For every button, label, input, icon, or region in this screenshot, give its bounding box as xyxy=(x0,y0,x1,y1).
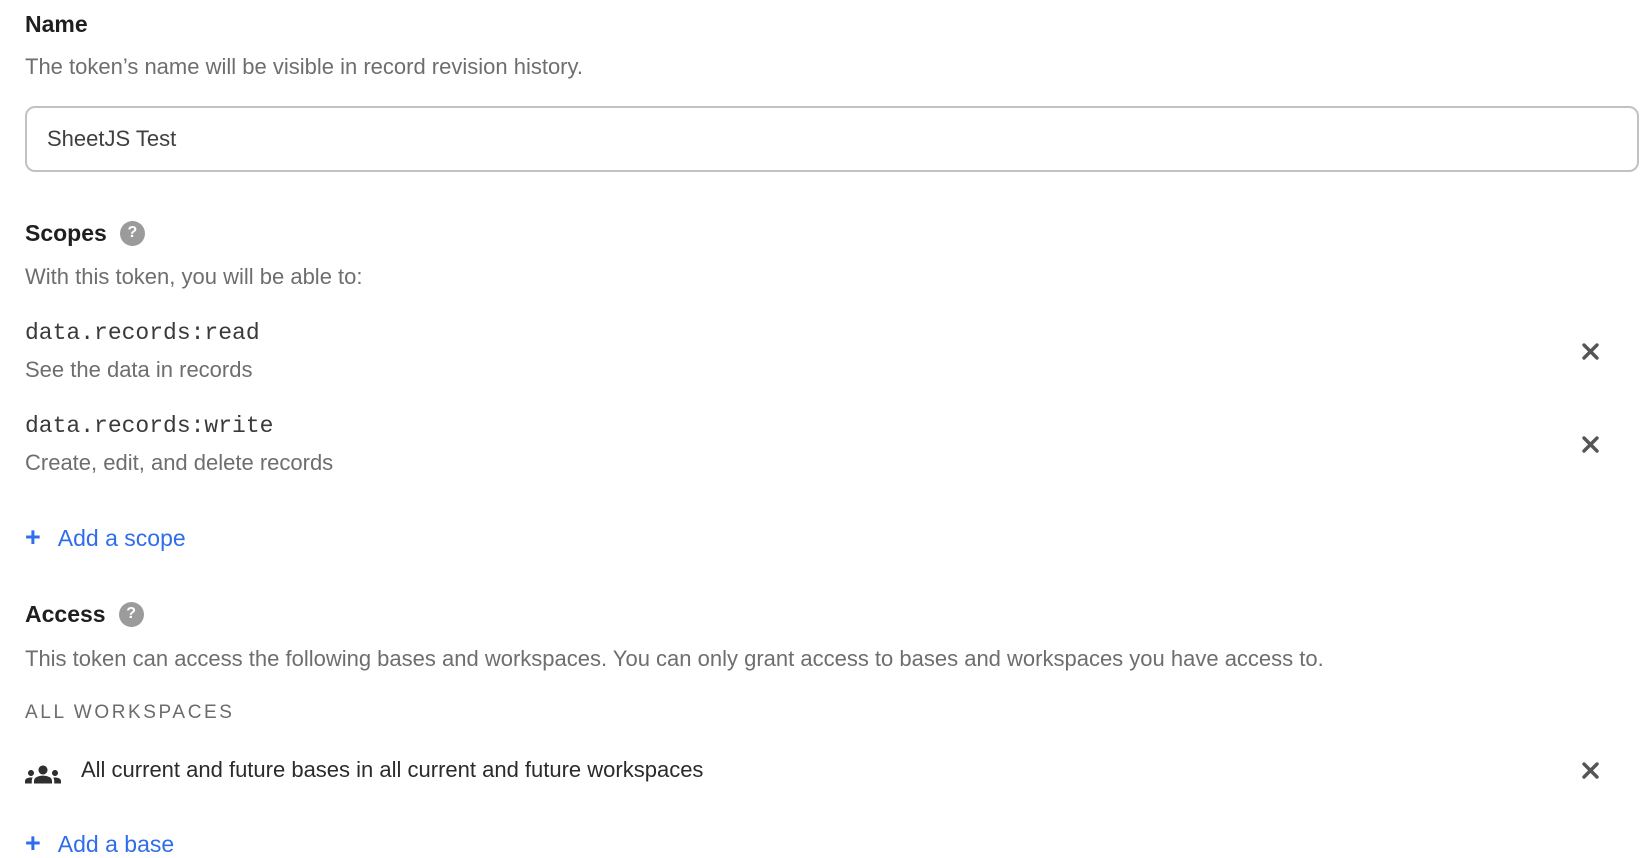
remove-scope-button[interactable] xyxy=(1576,337,1605,366)
scope-description: See the data in records xyxy=(25,357,253,382)
name-section-title: Name xyxy=(25,11,88,37)
plus-icon: + xyxy=(25,522,41,552)
scope-name: data.records:read xyxy=(25,320,260,346)
scope-row xyxy=(25,319,1627,383)
add-scope-button[interactable] xyxy=(25,522,186,552)
token-name-input[interactable] xyxy=(25,106,1639,172)
scope-description: Create, edit, and delete records xyxy=(25,450,334,475)
help-icon[interactable]: ? xyxy=(120,221,145,246)
plus-icon: + xyxy=(25,828,41,858)
workspace-group-label: ALL WORKSPACES xyxy=(25,702,235,723)
access-row xyxy=(25,755,1627,785)
scopes-section-description: With this token, you will be able to: xyxy=(25,264,363,289)
scopes-section xyxy=(25,219,1627,552)
close-icon xyxy=(1580,760,1601,781)
access-section-description: This token can access the following bases and workspaces. You can only grant access to bases and workspaces you have access to. xyxy=(25,646,1324,671)
access-section-title: Access xyxy=(25,601,106,627)
name-section xyxy=(25,10,1627,172)
add-base-label: Add a base xyxy=(57,831,175,857)
add-scope-label: Add a scope xyxy=(57,525,186,551)
access-section xyxy=(25,600,1627,858)
close-icon xyxy=(1580,434,1601,455)
scope-row xyxy=(25,412,1627,476)
name-section-description: The token’s name will be visible in record revision history. xyxy=(25,54,583,79)
access-row-label: All current and future bases in all current and future workspaces xyxy=(81,757,704,782)
close-icon xyxy=(1580,341,1601,362)
remove-scope-button[interactable] xyxy=(1576,430,1605,459)
people-group-icon xyxy=(25,755,61,785)
help-icon[interactable]: ? xyxy=(119,602,144,627)
remove-access-button[interactable] xyxy=(1576,756,1605,785)
add-base-button[interactable] xyxy=(25,828,175,858)
scope-name: data.records:write xyxy=(25,413,274,439)
scopes-section-title: Scopes xyxy=(25,220,107,246)
